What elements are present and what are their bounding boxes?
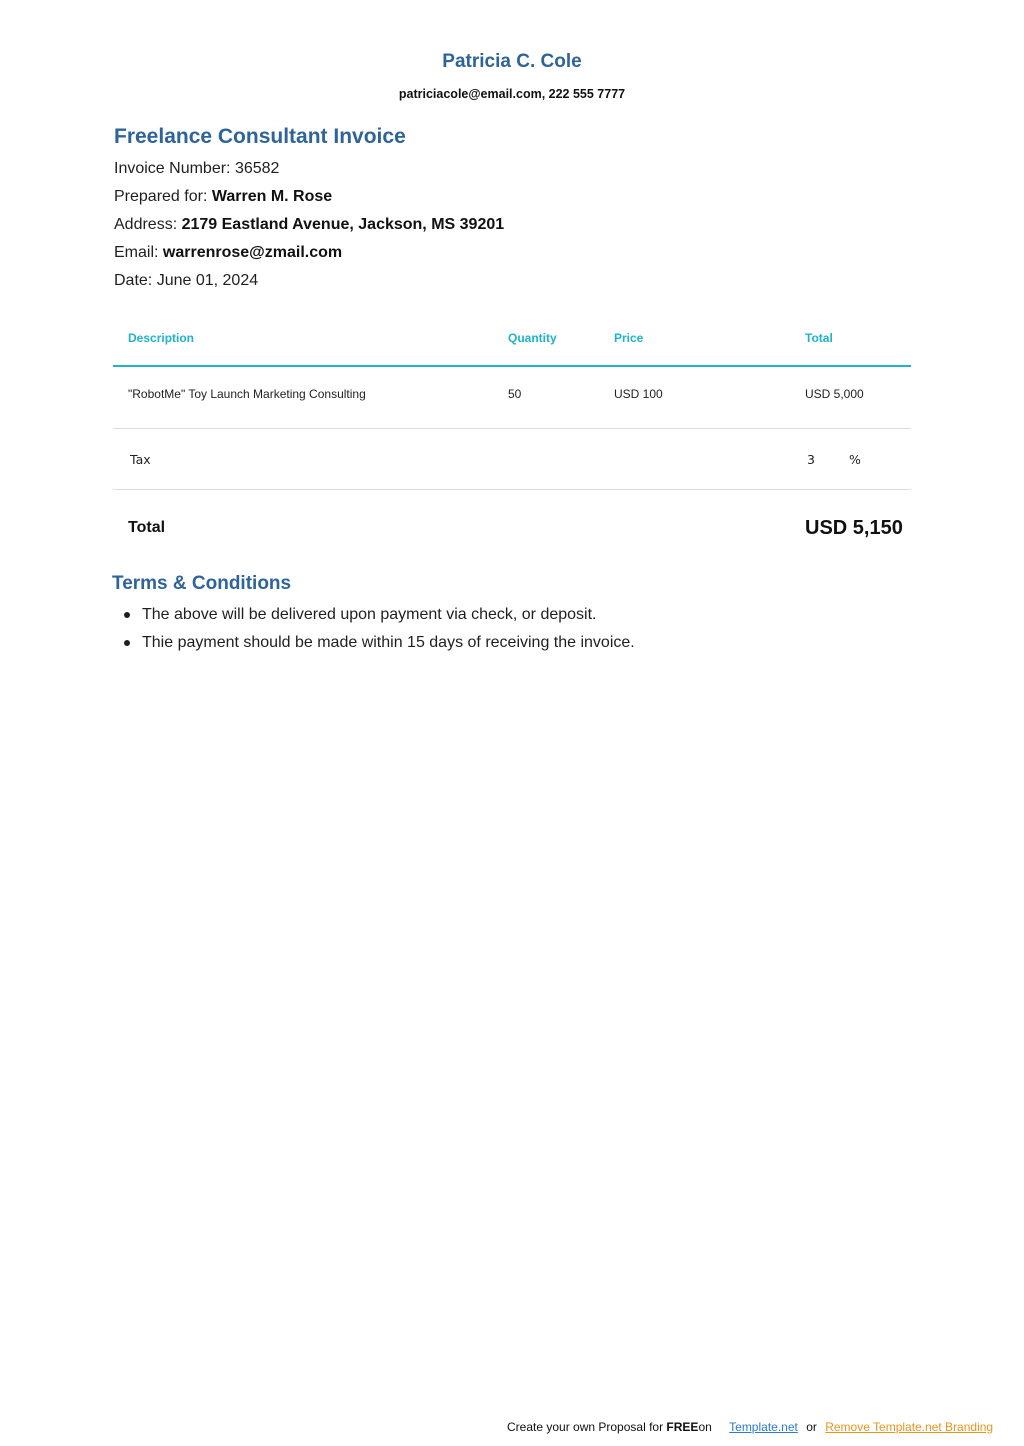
term-text: The above will be delivered upon payment via check, or deposit.: [142, 606, 597, 623]
tax-value: 3: [807, 452, 815, 467]
row-divider: [113, 428, 911, 429]
invoice-title: Freelance Consultant Invoice: [114, 125, 406, 148]
list-item: [114, 631, 635, 659]
grand-total-value: USD 5,150: [805, 517, 903, 539]
footer-or: or: [806, 1420, 817, 1434]
date-label: Date:: [114, 272, 153, 289]
prepared-for-line: [114, 188, 332, 206]
address-value: 2179 Eastland Avenue, Jackson, MS 39201: [181, 216, 505, 233]
row-quantity: 50: [508, 387, 522, 401]
header-divider: [113, 365, 911, 367]
tax-label: Tax: [130, 452, 151, 467]
term-text: Thie payment should be made within 15 days of receiving the invoice.: [142, 634, 635, 651]
bullet-icon: [124, 612, 130, 618]
template-net-link[interactable]: Template.net: [729, 1420, 798, 1434]
date-value: June 01, 2024: [156, 272, 259, 289]
terms-title: Terms & Conditions: [112, 573, 292, 594]
address-label: Address:: [114, 216, 178, 233]
date-line: [114, 272, 258, 290]
email-line: [114, 244, 342, 262]
row-total: USD 5,000: [805, 387, 864, 401]
terms-list: [114, 603, 635, 659]
header-price: Price: [614, 331, 644, 345]
sender-name: Patricia C. Cole: [442, 51, 582, 72]
grand-total-label: Total: [128, 519, 166, 536]
remove-branding-link[interactable]: Remove Template.net Branding: [825, 1420, 994, 1434]
tax-divider: [113, 489, 911, 490]
footer-free: FREE: [666, 1420, 699, 1434]
header-quantity: Quantity: [508, 331, 557, 345]
prepared-for-value: Warren M. Rose: [211, 188, 333, 205]
tax-unit: %: [849, 452, 861, 467]
row-description: "RobotMe" Toy Launch Marketing Consulting: [128, 387, 366, 401]
footer-prefix: Create your own Proposal for: [507, 1420, 664, 1434]
branding-footer: [507, 1420, 993, 1434]
email-value: warrenrose@zmail.com: [162, 244, 343, 261]
list-item: [114, 603, 635, 631]
header-description: Description: [128, 331, 195, 345]
invoice-number-value: 36582: [234, 160, 280, 177]
address-line: [114, 216, 504, 234]
footer-on: on: [698, 1420, 712, 1434]
email-label: Email:: [114, 244, 159, 261]
row-price: USD 100: [614, 387, 663, 401]
bullet-icon: [124, 640, 130, 646]
sender-contact: patriciacole@email.com, 222 555 7777: [398, 87, 626, 101]
header-total: Total: [805, 331, 833, 345]
invoice-number-line: [114, 160, 279, 178]
prepared-for-label: Prepared for:: [114, 188, 208, 205]
invoice-number-label: Invoice Number:: [114, 160, 231, 177]
